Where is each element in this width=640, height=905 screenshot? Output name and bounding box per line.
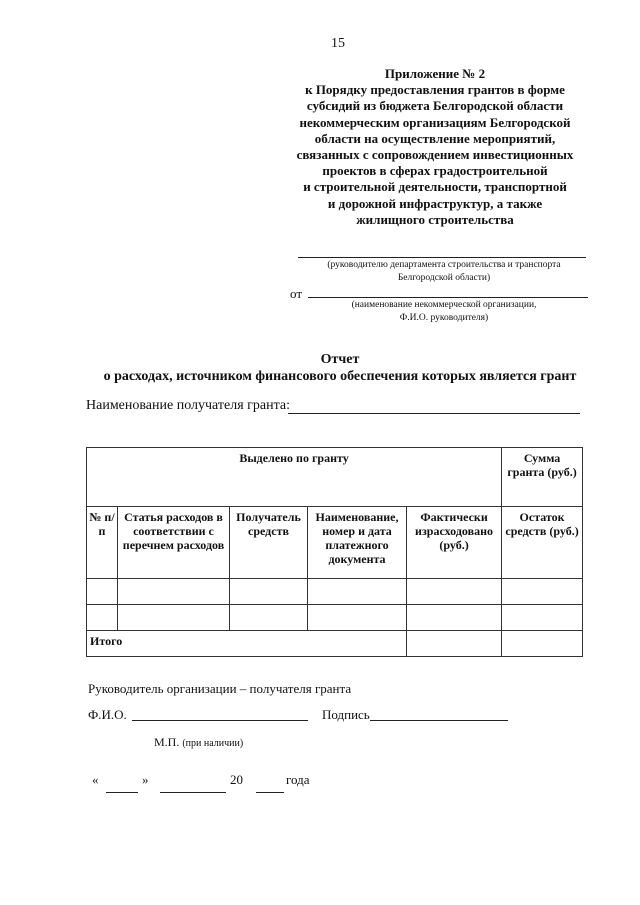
column-header: № п/п — [87, 507, 118, 579]
column-header: Получатель средств — [230, 507, 308, 579]
total-spent-cell[interactable] — [407, 631, 502, 657]
appendix-line: области на осуществление мероприятий, — [314, 130, 556, 146]
appendix-line: некоммерческим организациям Белгородской — [299, 114, 571, 130]
sender-caption-line: Ф.И.О. руководителя) — [399, 312, 489, 323]
appendix-header — [270, 66, 600, 228]
date-year-fill-line[interactable] — [256, 792, 284, 793]
table-header-row — [87, 507, 583, 579]
appendix-line: Приложение № 2 — [384, 66, 486, 81]
table-cell[interactable] — [502, 605, 583, 631]
table-cell[interactable] — [308, 579, 407, 605]
appendix-line: субсидий из бюджета Белгородской области — [306, 98, 564, 114]
fio-fill-line[interactable] — [132, 720, 308, 721]
page-number: 15 — [331, 36, 345, 51]
date-month-fill-line[interactable] — [160, 792, 226, 793]
table-cell[interactable] — [230, 579, 308, 605]
stamp-note: (при наличии) — [182, 738, 244, 749]
table-cell[interactable] — [230, 605, 308, 631]
grant-expense-table — [86, 447, 583, 657]
table-cell[interactable] — [87, 579, 118, 605]
sum-header-cell: Сумма гранта (руб.) — [502, 448, 583, 507]
report-heading: Отчет — [320, 352, 360, 367]
sender-label: от — [290, 286, 303, 301]
addressee-fill-line[interactable] — [298, 257, 586, 258]
appendix-line: и строительной деятельности, транспортной — [303, 179, 567, 195]
appendix-line: жилищного строительства — [356, 211, 514, 227]
sender-fill-line[interactable] — [308, 297, 588, 298]
head-of-organization-label: Руководитель организации – получателя гранта — [88, 681, 352, 696]
table-cell[interactable] — [502, 579, 583, 605]
table-cell[interactable] — [308, 605, 407, 631]
column-header: Статья расходов в соответствии с перечнем расходов — [118, 507, 230, 579]
date-day-fill-line[interactable] — [106, 792, 138, 793]
total-remaining-cell[interactable] — [502, 631, 583, 657]
total-label-cell: Итого — [87, 631, 407, 657]
signature-label: Подпись — [322, 707, 370, 722]
appendix-line: связанных с сопровождением инвестиционных — [296, 147, 574, 163]
addressee-caption-line: Белгородской области) — [397, 272, 491, 283]
stamp-label: М.П. — [154, 735, 180, 749]
column-header: Остаток средств (руб.) — [502, 507, 583, 579]
date-year-word: года — [286, 772, 310, 787]
stamp-place — [154, 735, 243, 750]
total-row — [87, 631, 583, 657]
recipient-fill-line[interactable] — [288, 413, 580, 414]
signature-fill-line[interactable] — [370, 720, 508, 721]
sender-caption — [300, 299, 588, 324]
addressee-caption-line: (руководителю департамента строительства и транспорта — [327, 260, 561, 270]
table-cell[interactable] — [118, 605, 230, 631]
group-header-cell: Выделено по гранту — [87, 448, 502, 507]
sender-caption-line: (наименование некоммерческой организации, — [351, 300, 537, 310]
date-close-quote: » — [142, 772, 149, 787]
column-header: Наименование, номер и дата платежного документа — [308, 507, 407, 579]
table-cell[interactable] — [407, 605, 502, 631]
table-cell[interactable] — [407, 579, 502, 605]
table-row — [87, 605, 583, 631]
table-cell[interactable] — [87, 605, 118, 631]
report-title — [70, 351, 610, 385]
addressee-caption — [300, 259, 588, 284]
appendix-line: проектов в сферах градостроительной — [322, 163, 548, 179]
table-row — [87, 579, 583, 605]
table-cell[interactable] — [118, 579, 230, 605]
report-subheading: о расходах, источником финансового обеспечения которых является грант — [103, 369, 577, 384]
appendix-line: к Порядку предоставления грантов в форме — [305, 82, 565, 98]
column-header: Фактически израсходовано (руб.) — [407, 507, 502, 579]
table-header-row — [87, 448, 583, 507]
recipient-label: Наименование получателя гранта: — [86, 398, 291, 413]
appendix-line: и дорожной инфраструктур, а также — [327, 195, 543, 211]
date-year-prefix: 20 — [230, 772, 243, 787]
date-open-quote: « — [92, 772, 99, 787]
fio-label: Ф.И.О. — [88, 707, 127, 722]
